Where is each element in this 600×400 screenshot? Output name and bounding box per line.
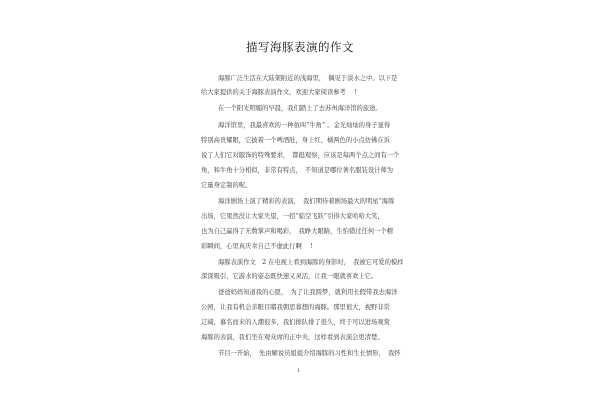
text-line: 辽阔，慕名而来的人潮很多，我们排队排了很久，终于可以进场观赏	[201, 319, 390, 326]
text-line: 海豚广泛生活在大陆架附近的浅海里， 偶见于淡水之中。以下是	[218, 75, 398, 82]
text-line: 海洋馆里，我最喜欢的一种鱼叫“牛角” 。金光灿灿的身子显得	[218, 122, 391, 129]
text-line: 给大家提供的关于海豚表演作文，欢迎大家阅读参考 !	[201, 89, 357, 96]
document-title: 描写海豚表演的作文	[246, 40, 354, 54]
text-line: 角，和牛角十分相似，非常有特点， 不知道是哪位著名服装设计师为	[201, 167, 394, 174]
text-line: 特别高贵耀眼，它披着一个啤酒肚，身上红、橘两色的小点仿佛在诉	[201, 137, 390, 144]
text-line: 它量身定制的呢。	[201, 182, 252, 189]
text-line: 彩瞬间，心里真庆幸自己不虚此行啊 !	[201, 243, 313, 250]
text-line: 海洋剧场上演了精彩的表演， 我们期待着剧场最大的明星“海豚	[218, 198, 395, 205]
text-line: 海豚表演作文 2 在电视上看到海豚的身影时， 我被它可爱的模样	[218, 259, 404, 266]
text-line: 在一个阳光明媚的早晨，我们踏上了去苏州海洋馆的旅途。	[218, 105, 382, 112]
text-line: 公园，让我有机会亲眼目睹我朝思暮想的海豚。那里很大，视野非常	[201, 304, 390, 311]
text-line: 海豚的表演，我们坐在观众席的正中央，这样看到表演会更清楚。	[201, 334, 384, 341]
text-line: 爸爸妈妈知道我的心愿， 为了让我圆梦，就利用长假带我去海洋	[218, 289, 398, 296]
page-number: 1	[297, 368, 301, 374]
text-line: 说了人们它对服饰的特殊要求， 都挺观察，应该是每两个点之间有一个	[201, 152, 400, 159]
text-line: 也为自己赢得了无数掌声和喝彩， 我睁大眼睛，生怕错过任何一个精	[201, 228, 394, 235]
text-line: 深深吸引，它游水的姿态既快速又灵活，让我一眼就喜欢上它。	[201, 273, 378, 280]
text-line: 节目一开始， 先由解说员姐姐介绍海豚的习性和生长情形， 我怀	[218, 350, 401, 357]
text-line: 出场，它果然没让大家失望，一招“临空飞跃”引得大家哈哈大笑，	[201, 213, 384, 220]
